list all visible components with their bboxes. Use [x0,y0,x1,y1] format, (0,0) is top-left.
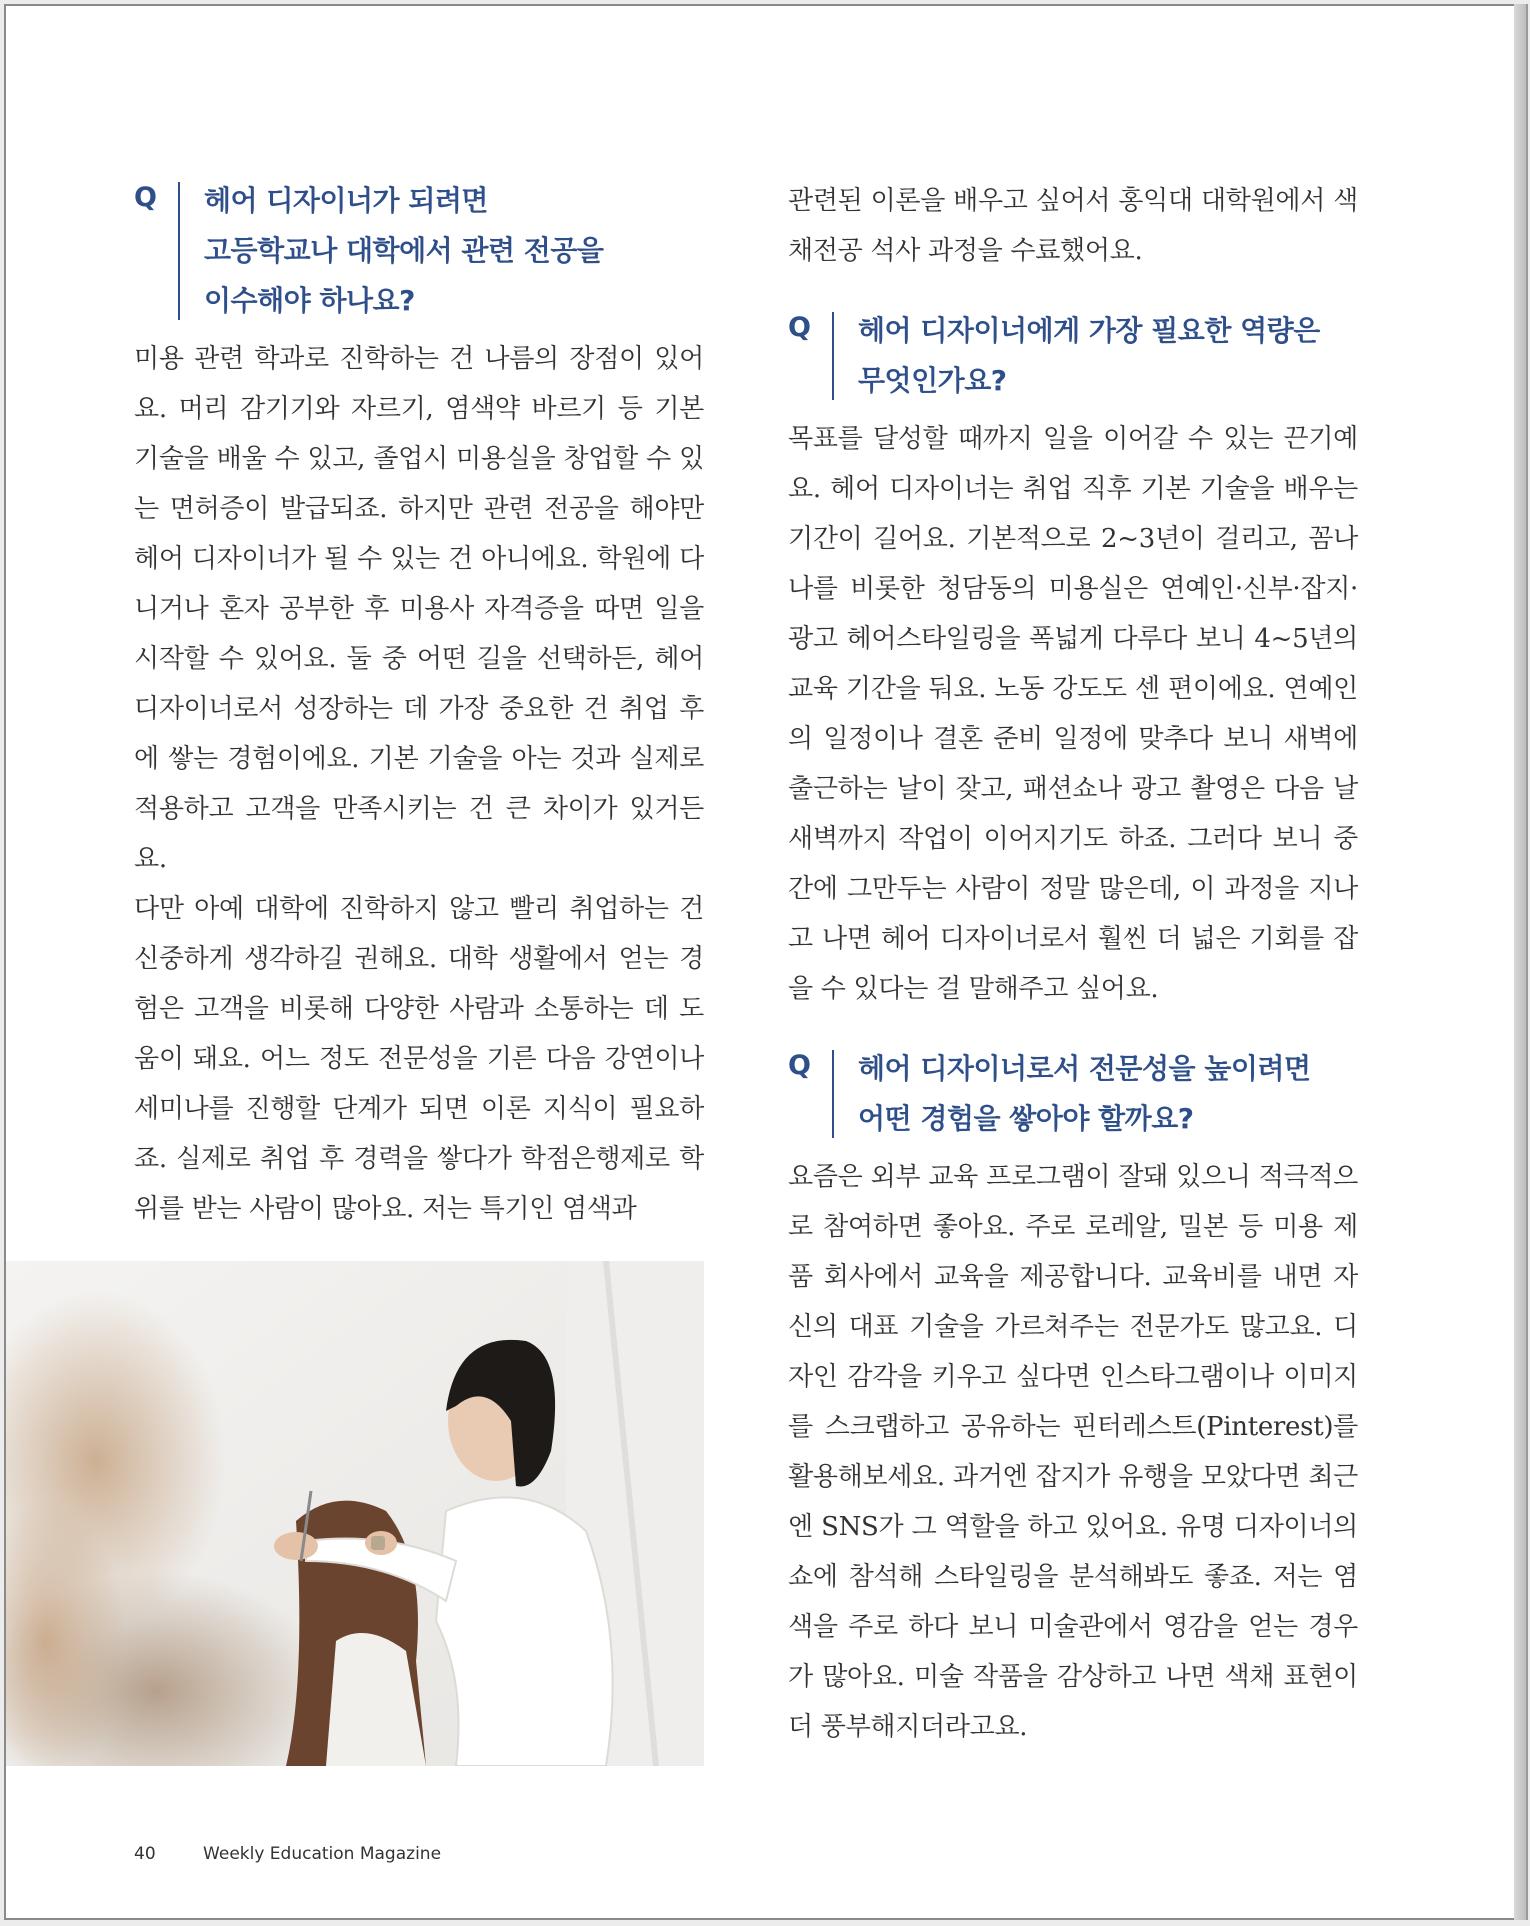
left-column [134,176,704,1234]
answer-3: 요즘은 외부 교육 프로그램이 잘돼 있으니 적극적으로 참여하면 좋아요. 주로 로레알, 밀본 등 미용 제품 회사에서 교육을 제공합니다. 교육비를 내면 자신의 대표 기술을 가르쳐주는 전문가도 많고요. 디자인 감각을 키우고 싶다면 인스타그램이나 이미지를 스크랩하고 공유하는 핀터레스트(Pinterest)를 활용해보세요. 과거엔 잡지가 유행을 모았다면 최근엔 SNS가 그 역할을 하고 있어요. 유명 디자이너의 쇼에 참석해 스타일링을 분석해봐도 좋죠. 저는 염색을 주로 하다 보니 미술관에서 영감을 얻는 경우가 많아요. 미술 작품을 감상하고 나면 색채 표현이 더 풍부해지더라고요. [788,1162,1358,1742]
question-3-line-1: 헤어 디자이너로서 전문성을 높이려면 [858,1052,1311,1085]
photo-illustration [6,1261,704,1766]
q-marker: Q [788,1050,811,1081]
page-edge [1514,4,1528,1920]
question-2-line-1: 헤어 디자이너에게 가장 필요한 역량은 [858,314,1320,347]
question-divider [178,182,180,320]
question-3 [788,1044,1358,1144]
magazine-name: Weekly Education Magazine [203,1844,442,1864]
question-divider [832,1050,834,1138]
question-3-text [858,1044,1311,1144]
question-3-line-2: 어떤 경험을 쌓아야 할까요? [858,1102,1194,1135]
question-2 [788,306,1358,406]
q-marker: Q [788,312,811,343]
question-1-line-1: 헤어 디자이너가 되려면 [204,184,488,217]
question-1 [134,176,704,326]
q-marker: Q [134,182,157,213]
answer-1-paragraph-1: 미용 관련 학과로 진학하는 건 나름의 장점이 있어요. 머리 감기기와 자르기, 염색약 바르기 등 기본 기술을 배울 수 있고, 졸업시 미용실을 창업할 수 있는 면허증이 발급되죠. 하지만 관련 전공을 해야만 헤어 디자이너가 될 수 있는 건 아니에요. 학원에 다니거나 혼자 공부한 후 미용사 자격증을 따면 일을 시작할 수 있어요. 둘 중 어떤 길을 선택하든, 헤어 디자이너로서 성장하는 데 가장 중요한 건 취업 후에 쌓는 경험이에요. 기본 기술을 아는 것과 실제로 적용하고 고객을 만족시키는 건 큰 차이가 있거든요. [134,344,704,874]
page-number: 40 [134,1844,156,1864]
question-2-text [858,306,1320,406]
page-footer [134,1844,483,1864]
hair-designer-photo [6,1261,704,1766]
question-2-line-2: 무엇인가요? [858,364,1007,397]
answer-1-paragraph-2: 다만 아예 대학에 진학하지 않고 빨리 취업하는 건 신중하게 생각하길 권해요. 대학 생활에서 얻는 경험은 고객을 비롯해 다양한 사람과 소통하는 데 도움이 돼요. 어느 정도 전문성을 기른 다음 강연이나 세미나를 진행할 단계가 되면 이론 지식이 필요하죠. 실제로 취업 후 경력을 쌓다가 학점은행제로 학위를 받는 사람이 많아요. 저는 특기인 염색과 [134,894,704,1224]
answer-2: 목표를 달성할 때까지 일을 이어갈 수 있는 끈기예요. 헤어 디자이너는 취업 직후 기본 기술을 배우는 기간이 길어요. 기본적으로 2~3년이 걸리고, 꼼나나를 비롯한 청담동의 미용실은 연예인·신부·잡지·광고 헤어스타일링을 폭넓게 다루다 보니 4~5년의 교육 기간을 둬요. 노동 강도도 센 편이에요. 연예인의 일정이나 결혼 준비 일정에 맞추다 보니 새벽에 출근하는 날이 잦고, 패션쇼나 광고 촬영은 다음 날 새벽까지 작업이 이어지기도 하죠. 그러다 보니 중간에 그만두는 사람이 정말 많은데, 이 과정을 지나고 나면 헤어 디자이너로서 훨씬 더 넓은 기회를 잡을 수 있다는 걸 말해주고 싶어요. [788,424,1358,1004]
answer-1-continued: 관련된 이론을 배우고 싶어서 홍익대 대학원에서 색채전공 석사 과정을 수료했어요. [788,186,1358,266]
question-1-text [204,176,603,326]
question-1-line-2: 고등학교나 대학에서 관련 전공을 [204,234,604,267]
question-1-line-3: 이수해야 하나요? [204,284,415,317]
question-divider [832,312,834,400]
magazine-page [4,4,1516,1920]
right-column [788,176,1358,1752]
